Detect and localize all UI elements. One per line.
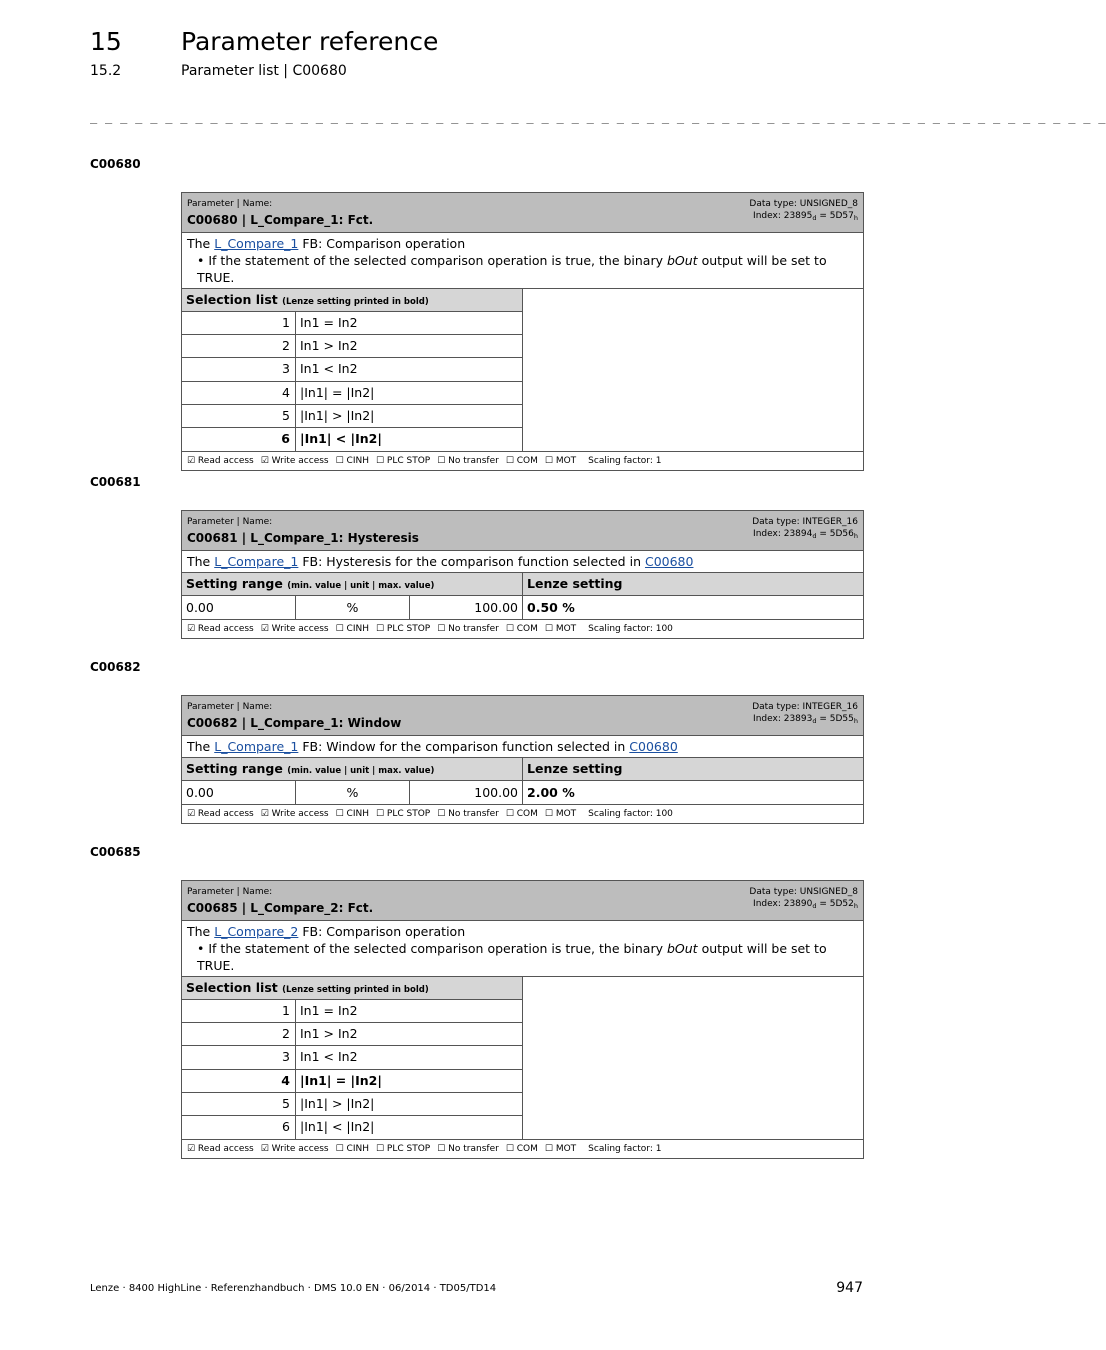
selection-row [182, 335, 522, 358]
lenze-setting-value: 0.50 % [527, 600, 575, 615]
param-description: The L_Compare_1 FB: Window for the comparison function selected in C00680 [182, 736, 863, 758]
selection-value: 2 [182, 335, 296, 357]
param-link-c00680[interactable]: C00680 [629, 739, 678, 754]
selection-value: 2 [182, 1023, 296, 1045]
footer-doc-info: Lenze · 8400 HighLine · Referenzhandbuch · DMS 10.0 EN · 06/2014 · TD05/TD14 [90, 1283, 497, 1294]
setting-range-header: Setting range (min. value | unit | max. value) Lenze setting [182, 573, 863, 596]
param-index: Index: $23893_d = 5D55_h$ [753, 714, 858, 725]
fb-link[interactable]: L_Compare_1 [214, 554, 299, 569]
param-link-c00680[interactable]: C00680 [644, 554, 694, 569]
selection-value: 1 [182, 312, 296, 334]
selection-row [182, 1070, 522, 1093]
param-header [182, 881, 863, 921]
selection-row [182, 428, 522, 451]
param-name: C00681 | L_Compare_1: Hysteresis [187, 531, 419, 545]
selection-value: 6 [182, 428, 296, 451]
selection-value: 5 [182, 405, 296, 427]
header-separator: _ _ _ _ _ _ _ _ _ _ _ _ _ _ _ _ _ _ _ _ _ _ _ _ _ _ _ _ _ _ _ _ _ _ _ _ _ _ _ _ _ _ _ _ _ _ _ _ _ _ _ _ _ _ _ _ _ _ _ _ _ _ _ _ _ _ _ _ [90, 110, 1106, 124]
setting-range-row [182, 781, 863, 805]
range-min: 0.00 [182, 781, 296, 804]
param-heading-c00680: C00680 [90, 157, 141, 171]
access-flags: ☑ Read access ☑ Write access ☐ CINH ☐ PLC STOP ☐ No transfer ☐ COM ☐ MOT Scaling factor: 1 [187, 1144, 662, 1155]
selection-text: |In1| < |In2| [300, 1118, 375, 1134]
selection-list [182, 977, 863, 1140]
param-name: C00680 | L_Compare_1: Fct. [187, 213, 374, 227]
param-description: The L_Compare_1 FB: Comparison operation • If the statement of the selected comparison operation is true, the binary bOut output will be set to TRUE. [182, 233, 863, 289]
param-header [182, 696, 863, 736]
access-flags: ☑ Read access ☑ Write access ☐ CINH ☐ PLC STOP ☐ No transfer ☐ COM ☐ MOT Scaling factor: 100 [187, 809, 673, 819]
selection-text: In1 > In2 [300, 338, 358, 354]
param-header [182, 193, 863, 233]
selection-row [182, 1116, 522, 1139]
range-max: 100.00 [410, 781, 523, 804]
lenze-setting-value: 2.00 % [527, 785, 575, 800]
selection-row [182, 1046, 522, 1069]
data-type: Data type: INTEGER_16 [752, 517, 858, 527]
param-description: The L_Compare_1 FB: Hysteresis for the comparison function selected in C00680 [182, 551, 863, 573]
selection-row [182, 1000, 522, 1023]
range-min: 0.00 [182, 596, 296, 619]
param-header [182, 511, 863, 551]
chapter-number: 15 [90, 27, 122, 56]
param-table-c00682 [181, 695, 864, 824]
param-index: Index: $23890_d = 5D52_h$ [753, 899, 858, 910]
param-table-c00680 [181, 192, 864, 471]
access-flags: ☑ Read access ☑ Write access ☐ CINH ☐ PLC STOP ☐ No transfer ☐ COM ☐ MOT Scaling factor: 1 [187, 456, 662, 467]
selection-row [182, 1093, 522, 1116]
selection-value: 3 [182, 1046, 296, 1068]
fb-link[interactable]: L_Compare_2 [214, 924, 299, 939]
param-name: C00685 | L_Compare_2: Fct. [187, 901, 374, 915]
scaling-factor: Scaling factor: 100 [588, 809, 673, 819]
section-title: Parameter list | C00680 [181, 63, 347, 79]
data-type: Data type: UNSIGNED_8 [749, 887, 858, 897]
selection-value: 3 [182, 358, 296, 380]
selection-text: |In1| > |In2| [300, 1095, 375, 1111]
range-max: 100.00 [410, 596, 523, 619]
selection-row [182, 1023, 522, 1046]
selection-value: 4 [182, 1070, 296, 1092]
selection-row [182, 358, 522, 381]
param-label: Parameter | Name: [187, 199, 273, 209]
section-number: 15.2 [90, 63, 122, 79]
scaling-factor: Scaling factor: 100 [588, 624, 673, 634]
access-flags: ☑ Read access ☑ Write access ☐ CINH ☐ PLC STOP ☐ No transfer ☐ COM ☐ MOT Scaling factor: 100 [187, 624, 673, 634]
param-table-c00685 [181, 880, 864, 1159]
data-type: Data type: INTEGER_16 [752, 702, 858, 712]
selection-text: |In1| > |In2| [300, 407, 375, 423]
selection-value: 6 [182, 1116, 296, 1139]
selection-row [182, 382, 522, 405]
fb-link[interactable]: L_Compare_1 [214, 236, 299, 251]
selection-value: 5 [182, 1093, 296, 1115]
chapter-title: Parameter reference [181, 27, 439, 56]
page-number: 947 [836, 1280, 863, 1296]
param-heading-c00682: C00682 [90, 660, 141, 674]
param-index: Index: $23894_d = 5D56_h$ [753, 529, 858, 540]
selection-value: 1 [182, 1000, 296, 1022]
selection-text: In1 < In2 [300, 1049, 358, 1065]
fb-link[interactable]: L_Compare_1 [214, 739, 299, 754]
selection-text: In1 < In2 [300, 361, 358, 377]
setting-range-header: Setting range (min. value | unit | max. value) Lenze setting [182, 758, 863, 781]
range-unit: % [296, 596, 410, 619]
range-unit: % [296, 781, 410, 804]
data-type: Data type: UNSIGNED_8 [749, 199, 858, 209]
param-label: Parameter | Name: [187, 887, 273, 897]
param-heading-c00685: C00685 [90, 845, 141, 859]
setting-range-row [182, 596, 863, 620]
selection-text: In1 > In2 [300, 1026, 358, 1042]
selection-text: |In1| = |In2| [300, 1072, 382, 1088]
selection-list [182, 289, 863, 452]
param-heading-c00681: C00681 [90, 475, 141, 489]
selection-text: In1 = In2 [300, 315, 358, 330]
param-table-c00681 [181, 510, 864, 639]
param-index: Index: $23895_d = 5D57_h$ [753, 211, 858, 222]
selection-value: 4 [182, 382, 296, 404]
scaling-factor: Scaling factor: 1 [588, 456, 662, 467]
selection-text: In1 = In2 [300, 1003, 358, 1018]
selection-list-header: Selection list (Lenze setting printed in bold) [182, 289, 522, 312]
scaling-factor: Scaling factor: 1 [588, 1144, 662, 1155]
selection-list-header: Selection list (Lenze setting printed in bold) [182, 977, 522, 1000]
param-label: Parameter | Name: [187, 517, 273, 527]
param-description: The L_Compare_2 FB: Comparison operation • If the statement of the selected comparison operation is true, the binary bOut output will be set to TRUE. [182, 921, 863, 977]
param-name: C00682 | L_Compare_1: Window [187, 716, 402, 730]
selection-row [182, 312, 522, 335]
selection-text: |In1| < |In2| [300, 430, 382, 446]
selection-row [182, 405, 522, 428]
selection-text: |In1| = |In2| [300, 384, 375, 400]
param-label: Parameter | Name: [187, 702, 273, 712]
